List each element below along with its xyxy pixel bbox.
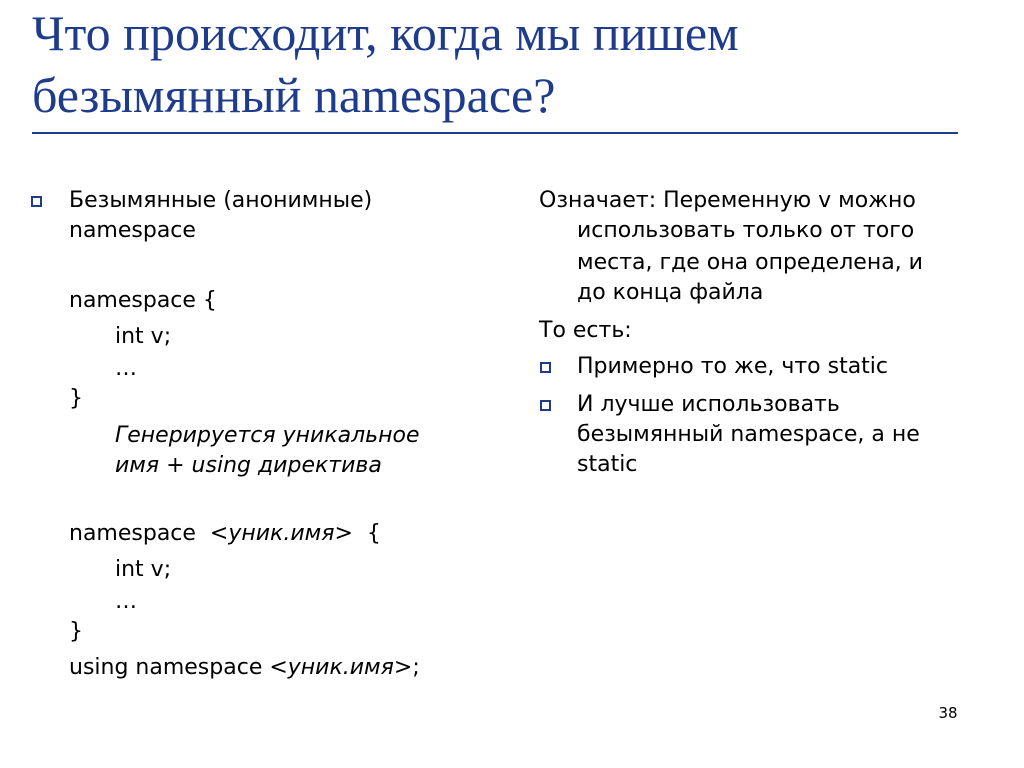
- using-suffix: ;: [412, 655, 420, 680]
- right-bullet-1: Примерно то же, что static: [577, 354, 889, 379]
- using-unique-name: <уник.имя>: [269, 655, 413, 680]
- code1-open: namespace {: [69, 288, 217, 313]
- note-line-2: имя + using директива: [115, 453, 382, 478]
- right-bullet-2-line-1: И лучше использовать: [577, 392, 840, 417]
- square-bullet-icon: [540, 362, 551, 373]
- code1-decl: int v;: [115, 324, 172, 349]
- code2-close: }: [69, 619, 83, 644]
- meaning-line-4: до конца файла: [577, 280, 764, 305]
- right-bullet-2-line-2: безымянный namespace, а не: [577, 422, 920, 447]
- title-line-2: безымянный namespace?: [32, 67, 556, 123]
- title-underline: [32, 132, 958, 134]
- left-bullet-line-1: Безымянные (анонимные): [69, 188, 373, 213]
- code1-ellipsis: …: [115, 356, 137, 381]
- slide-title: [32, 2, 992, 126]
- page-number: 38: [938, 704, 958, 722]
- meaning-line-3: места, где она определена, и: [577, 250, 923, 275]
- meaning-line-2: использовать только от того: [577, 218, 915, 243]
- code2-open: [69, 519, 381, 549]
- using-prefix: using namespace: [69, 655, 270, 680]
- code2-ellipsis: …: [115, 589, 137, 614]
- note-line-1: Генерируется уникальное: [115, 423, 420, 448]
- code2-suffix: {: [352, 521, 381, 546]
- using-directive: [69, 653, 420, 683]
- title-line-1: Что происходит, когда мы пишем: [32, 5, 739, 61]
- left-bullet-line-2: namespace: [69, 218, 196, 243]
- square-bullet-icon: [31, 196, 42, 207]
- right-bullet-2-line-3: static: [577, 452, 638, 477]
- meaning-line-1: Означает: Переменную v можно: [539, 188, 916, 213]
- code2-decl: int v;: [115, 557, 172, 582]
- thats-label: То есть:: [539, 318, 632, 343]
- code1-close: }: [69, 386, 83, 411]
- code2-prefix: namespace: [69, 521, 210, 546]
- square-bullet-icon: [540, 400, 551, 411]
- code2-unique-name: <уник.имя>: [209, 521, 353, 546]
